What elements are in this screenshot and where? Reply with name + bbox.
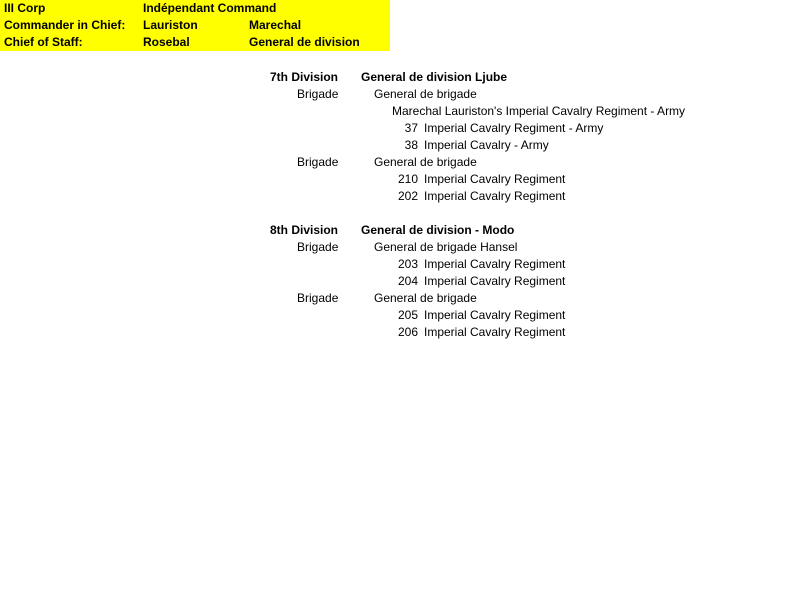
corps-name: III Corp — [4, 1, 46, 15]
unit-name: Imperial Cavalry Regiment - Army — [424, 121, 604, 135]
cinc-label: Commander in Chief: — [4, 18, 126, 32]
unit-number: 206 — [397, 325, 418, 339]
unit-number: 204 — [397, 274, 418, 288]
unit-name: Imperial Cavalry Regiment — [424, 274, 566, 288]
brigade-commander: General de brigade — [374, 87, 477, 101]
brigade-label: Brigade — [297, 291, 339, 305]
unit-number: 37 — [404, 121, 418, 135]
brigade-commander: General de brigade — [374, 291, 477, 305]
unit-name: Marechal Lauriston's Imperial Cavalry Regiment - Army — [392, 104, 686, 118]
division-label: 8th Division — [270, 223, 339, 237]
unit-number: 205 — [397, 308, 418, 322]
unit-number: 38 — [404, 138, 418, 152]
cos-label: Chief of Staff: — [4, 35, 83, 49]
cos-name: Rosebal — [143, 35, 190, 49]
brigade-commander: General de brigade Hansel — [374, 240, 518, 254]
division-commander: General de division Ljube — [361, 70, 508, 84]
unit-name: Imperial Cavalry Regiment — [424, 257, 566, 271]
brigade-label: Brigade — [297, 87, 339, 101]
unit-name: Imperial Cavalry Regiment — [424, 308, 566, 322]
unit-number: 202 — [397, 189, 418, 203]
command-type: Indépendant Command — [143, 1, 277, 15]
division-commander: General de division - Modo — [361, 223, 515, 237]
corps-header — [0, 0, 390, 51]
unit-number: 203 — [397, 257, 418, 271]
brigade-label: Brigade — [297, 240, 339, 254]
division-label: 7th Division — [270, 70, 339, 84]
cinc-rank: Marechal — [249, 18, 302, 32]
cinc-name: Lauriston — [143, 18, 198, 32]
unit-number: 210 — [397, 172, 418, 186]
unit-name: Imperial Cavalry Regiment — [424, 189, 566, 203]
brigade-label: Brigade — [297, 155, 339, 169]
unit-name: Imperial Cavalry Regiment — [424, 172, 566, 186]
unit-name: Imperial Cavalry Regiment — [424, 325, 566, 339]
cos-rank: General de division — [249, 35, 360, 49]
unit-name: Imperial Cavalry - Army — [424, 138, 549, 152]
brigade-commander: General de brigade — [374, 155, 477, 169]
